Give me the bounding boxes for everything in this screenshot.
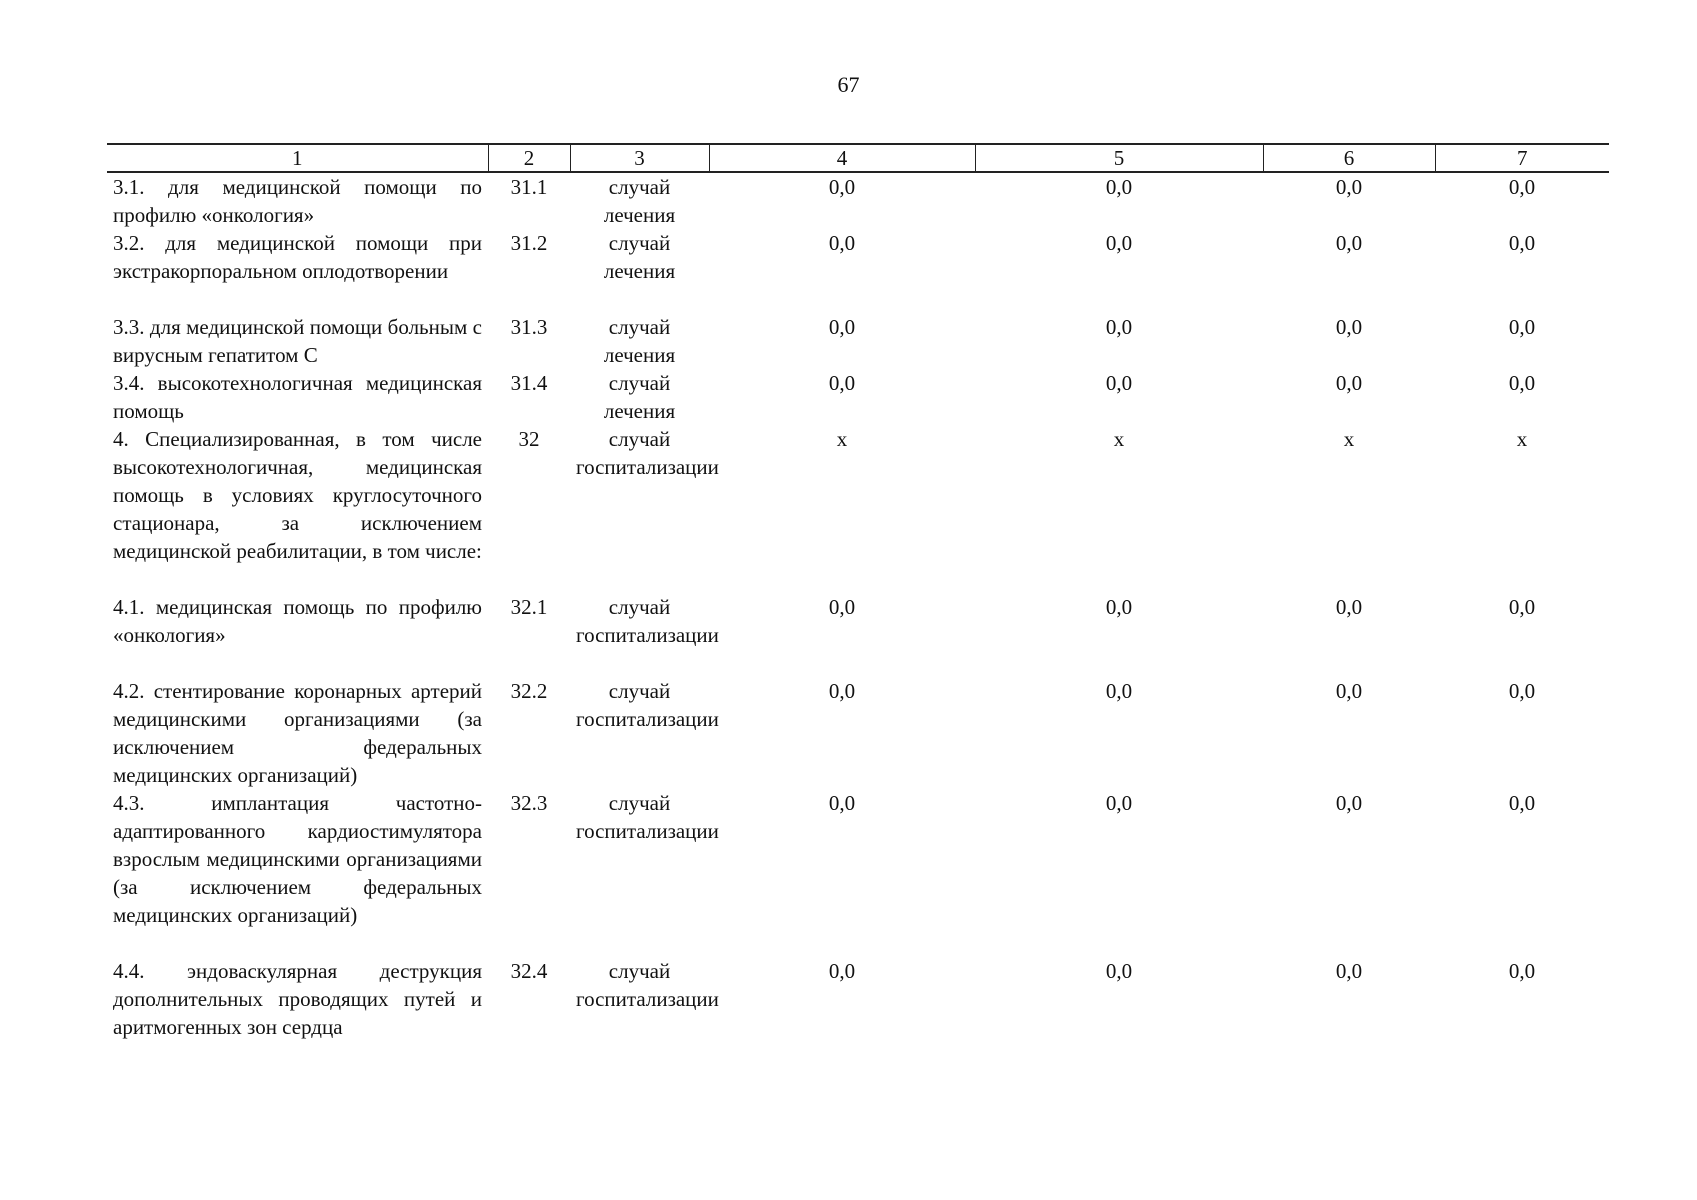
row-unit: случай госпитализации — [576, 679, 719, 731]
row-value-5: 0,0 — [1105, 791, 1133, 815]
row-value-5: 0,0 — [1105, 231, 1133, 255]
row-unit: случай госпитализации — [576, 959, 719, 1011]
row-value-6: 0,0 — [1335, 315, 1363, 339]
header-row — [107, 144, 1609, 172]
row-value-4: 0,0 — [828, 315, 856, 339]
row-value-4: 0,0 — [828, 371, 856, 395]
row-name: 4. Специализированная, в том числе высокотехнологичная, медицинская помощь в условиях круглосуточного стационара, за исключением медицинской реабилитации, в том числе: — [113, 427, 482, 563]
row-value-7: х — [1516, 427, 1528, 451]
row-value-4: 0,0 — [828, 959, 856, 983]
row-value-7: 0,0 — [1508, 371, 1536, 395]
row-value-5: 0,0 — [1105, 959, 1133, 983]
row-value-7: 0,0 — [1508, 231, 1536, 255]
row-name: 4.3. имплантация частотно-адаптированного кардиостимулятора взрослым медицинскими организациями (за исключением федеральных медицинских организаций) — [113, 791, 482, 927]
row-value-7: 0,0 — [1508, 959, 1536, 983]
row-value-5: 0,0 — [1105, 175, 1133, 199]
column-header-7: 7 — [1435, 144, 1609, 172]
row-code: 32.3 — [510, 791, 548, 815]
table-row — [107, 229, 1609, 313]
row-code: 31.1 — [510, 175, 548, 199]
column-header-6: 6 — [1263, 144, 1435, 172]
row-code: 31.2 — [510, 231, 548, 255]
row-value-6: 0,0 — [1335, 595, 1363, 619]
column-header-4: 4 — [709, 144, 975, 172]
row-value-4: 0,0 — [828, 231, 856, 255]
row-name: 3.3. для медицинской помощи больным с вирусным гепатитом С — [113, 315, 482, 367]
row-code: 32.4 — [510, 959, 548, 983]
row-code: 32 — [518, 427, 540, 451]
row-value-4: 0,0 — [828, 175, 856, 199]
row-value-5: 0,0 — [1105, 595, 1133, 619]
row-value-7: 0,0 — [1508, 679, 1536, 703]
table-row — [107, 593, 1609, 677]
table-row — [107, 677, 1609, 789]
column-header-1: 1 — [107, 144, 488, 172]
row-value-6: 0,0 — [1335, 231, 1363, 255]
row-value-4: 0,0 — [828, 679, 856, 703]
row-value-6: 0,0 — [1335, 959, 1363, 983]
row-value-4: 0,0 — [828, 791, 856, 815]
row-name: 3.1. для медицинской помощи по профилю «онкология» — [113, 175, 482, 227]
row-value-5: 0,0 — [1105, 315, 1133, 339]
row-unit: случай лечения — [603, 315, 676, 367]
row-unit: случай госпитализации — [576, 791, 719, 843]
row-value-7: 0,0 — [1508, 595, 1536, 619]
row-value-5: х — [1113, 427, 1125, 451]
row-value-6: 0,0 — [1335, 791, 1363, 815]
row-code: 31.4 — [510, 371, 548, 395]
row-code: 32.2 — [510, 679, 548, 703]
table-header — [107, 144, 1609, 172]
row-unit: случай лечения — [603, 231, 676, 283]
row-value-6: 0,0 — [1335, 371, 1363, 395]
table-row — [107, 789, 1609, 957]
row-value-7: 0,0 — [1508, 791, 1536, 815]
row-name: 4.1. медицинская помощь по профилю «онкология» — [113, 595, 482, 647]
table-row — [107, 957, 1609, 1041]
row-value-4: 0,0 — [828, 595, 856, 619]
row-unit: случай лечения — [603, 175, 676, 227]
row-name: 4.2. стентирование коронарных артерий медицинскими организациями (за исключением федеральных медицинских организаций) — [113, 679, 482, 787]
table-row — [107, 172, 1609, 229]
row-name: 3.4. высокотехнологичная медицинская помощь — [113, 371, 482, 423]
row-code: 31.3 — [510, 315, 548, 339]
row-value-6: х — [1343, 427, 1355, 451]
table-row — [107, 313, 1609, 369]
column-header-5: 5 — [975, 144, 1263, 172]
page-number: 67 — [837, 72, 860, 97]
row-value-6: 0,0 — [1335, 175, 1363, 199]
column-header-2: 2 — [488, 144, 570, 172]
column-header-3: 3 — [570, 144, 709, 172]
table-row — [107, 425, 1609, 593]
table-row — [107, 369, 1609, 425]
row-value-5: 0,0 — [1105, 679, 1133, 703]
row-unit: случай госпитализации — [576, 427, 719, 479]
data-table — [107, 143, 1609, 1041]
row-value-7: 0,0 — [1508, 315, 1536, 339]
row-value-7: 0,0 — [1508, 175, 1536, 199]
row-unit: случай лечения — [603, 371, 676, 423]
row-name: 3.2. для медицинской помощи при экстракорпоральном оплодотворении — [113, 231, 482, 283]
row-code: 32.1 — [510, 595, 548, 619]
row-unit: случай госпитализации — [576, 595, 719, 647]
row-value-5: 0,0 — [1105, 371, 1133, 395]
table-body — [107, 172, 1609, 1041]
row-name: 4.4. эндоваскулярная деструкция дополнительных проводящих путей и аритмогенных зон сердца — [113, 959, 482, 1039]
row-value-6: 0,0 — [1335, 679, 1363, 703]
row-value-4: х — [836, 427, 848, 451]
